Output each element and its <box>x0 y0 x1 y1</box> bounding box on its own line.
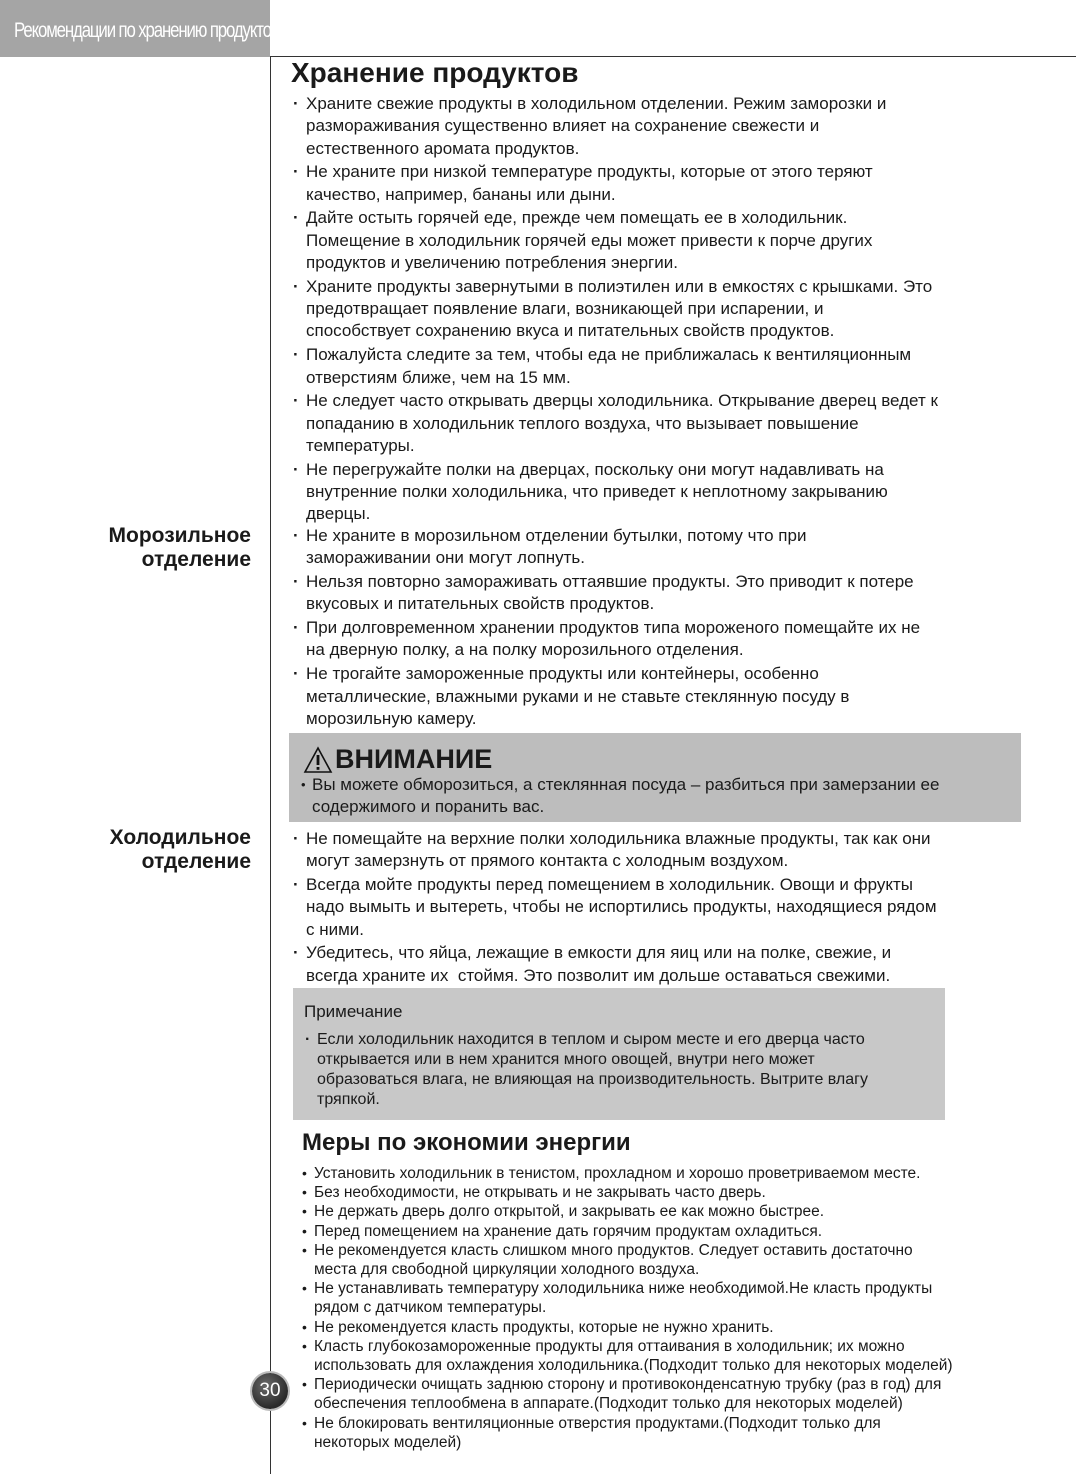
freezer-list <box>292 525 920 730</box>
energy-list <box>302 1164 953 1452</box>
warning-triangle-icon <box>303 746 333 774</box>
list-item: • Без необходимости, не открывать и не закрывать часто дверь. <box>302 1183 953 1202</box>
list-item: · Не помещайте на верхние полки холодильника влажные продукты, так как они могут замерзнуть от прямого контакта с холодным воздухом. <box>292 828 937 873</box>
fridge-list <box>292 828 937 987</box>
warning-title <box>303 744 492 775</box>
list-item: · При долговременном хранении продуктов типа мороженого помещайте их не на дверную полку, а на полку морозильного отделения. <box>292 617 920 662</box>
page-title: Хранение продуктов <box>291 57 579 88</box>
list-item: · Не трогайте замороженные продукты или контейнеры, особенно металлические, влажными руками и не ставьте стеклянную посуду в морозильную камеру. <box>292 663 920 730</box>
list-item: • Перед помещением на хранение дать горячим продуктам охладиться. <box>302 1222 953 1241</box>
list-item: · Не храните в морозильном отделении бутылки, потому что при замораживании они могут лопнуть. <box>292 525 920 570</box>
warning-box <box>289 733 1021 822</box>
list-item: · Храните продукты завернутыми в полиэтилен или в емкостях с крышками. Это предотвращает появление влаги, возникающей при испарении, и способствует сохранению вкуса и питательных свойств продуктов. <box>292 276 938 343</box>
list-item: · Не перегружайте полки на дверцах, поскольку они могут надавливать на внутренние полки холодильника, что приведет к неплотному закрыванию дверцы. <box>292 459 938 526</box>
page-number-badge: 30 <box>252 1373 288 1409</box>
list-item: · Не храните при низкой температуре продукты, которые от этого теряют качество, например, бананы или дыни. <box>292 161 938 206</box>
list-item: · Пожалуйста следите за тем, чтобы еда не приближалась к вентиляционным отверстиям ближе, чем на 15 мм. <box>292 344 938 389</box>
list-item: • Класть глубокозамороженные продукты для оттаивания в холодильник; их можно использовать для охлаждения холодильника.(Подходит только для некоторых моделей) <box>302 1337 953 1375</box>
margin-divider <box>270 56 271 1474</box>
storage-list <box>292 93 938 526</box>
warning-list <box>301 774 939 818</box>
section-tab-label: Рекомендации по хранению продуктов <box>14 19 279 42</box>
list-item: • Не рекомендуется класть слишком много продуктов. Следует оставить достаточно места для свободной циркуляции холодного воздуха. <box>302 1241 953 1279</box>
list-item: • Вы можете обморозиться, а стеклянная посуда – разбиться при замерзании ее содержимого и поранить вас. <box>301 774 939 818</box>
list-item: • Установить холодильник в тенистом, прохладном и хорошо проветриваемом месте. <box>302 1164 953 1183</box>
note-list <box>305 1030 868 1110</box>
list-item: • Не блокировать вентиляционные отверстия продуктами.(Подходит только для некоторых моделей) <box>302 1414 953 1452</box>
list-item: · Если холодильник находится в теплом и сыром месте и его дверца часто открывается или в нем хранится много овощей, внутри него может образоваться влага, не влияющая на производительность. Вытрите влагу тряпкой. <box>305 1030 868 1110</box>
section-tab <box>0 0 279 57</box>
list-item: · Нельзя повторно замораживать оттаявшие продукты. Это приводит к потере вкусовых и питательных свойств продуктов. <box>292 571 920 616</box>
list-item: • Не держать дверь долго открытой, и закрывать ее как можно быстрее. <box>302 1202 953 1221</box>
energy-title: Меры по экономии энергии <box>302 1129 631 1156</box>
note-box <box>293 988 945 1120</box>
list-item: · Храните свежие продукты в холодильном отделении. Режим заморозки и размораживания существенно влияет на сохранение свежести и естественного аромата продуктов. <box>292 93 938 160</box>
fridge-section-label: Холодильное отделение <box>109 826 251 873</box>
list-item: · Не следует часто открывать дверцы холодильника. Открывание дверец ведет к попаданию в холодильник теплого воздуха, что вызывает повышение температуры. <box>292 390 938 457</box>
warning-title-text: ВНИМАНИЕ <box>335 744 493 774</box>
list-item: • Не устанавливать температуру холодильника ниже необходимой.Не класть продукты рядом с датчиком температуры. <box>302 1279 953 1317</box>
freezer-section-label: Морозильное отделение <box>108 524 251 571</box>
list-item: • Периодически очищать заднюю сторону и противоконденсатную трубку (раз в год) для обеспечения теплообмена в аппарате.(Подходит только для некоторых моделей) <box>302 1375 953 1413</box>
list-item: · Дайте остыть горячей еде, прежде чем помещать ее в холодильник. Помещение в холодильник горячей еды может привести к порче других продуктов и увеличению потребления энергии. <box>292 207 938 274</box>
note-title: Примечание <box>304 1002 403 1021</box>
list-item: • Не рекомендуется класть продукты, которые не нужно хранить. <box>302 1318 953 1337</box>
list-item: · Убедитесь, что яйца, лежащие в емкости для яиц или на полке, свежие, и всегда храните их стоймя. Это позволит им дольше оставаться свежими. <box>292 942 937 987</box>
list-item: · Всегда мойте продукты перед помещением в холодильник. Овощи и фрукты надо вымыть и вытереть, чтобы не испортились продукты, находящиеся рядом с ними. <box>292 874 937 941</box>
